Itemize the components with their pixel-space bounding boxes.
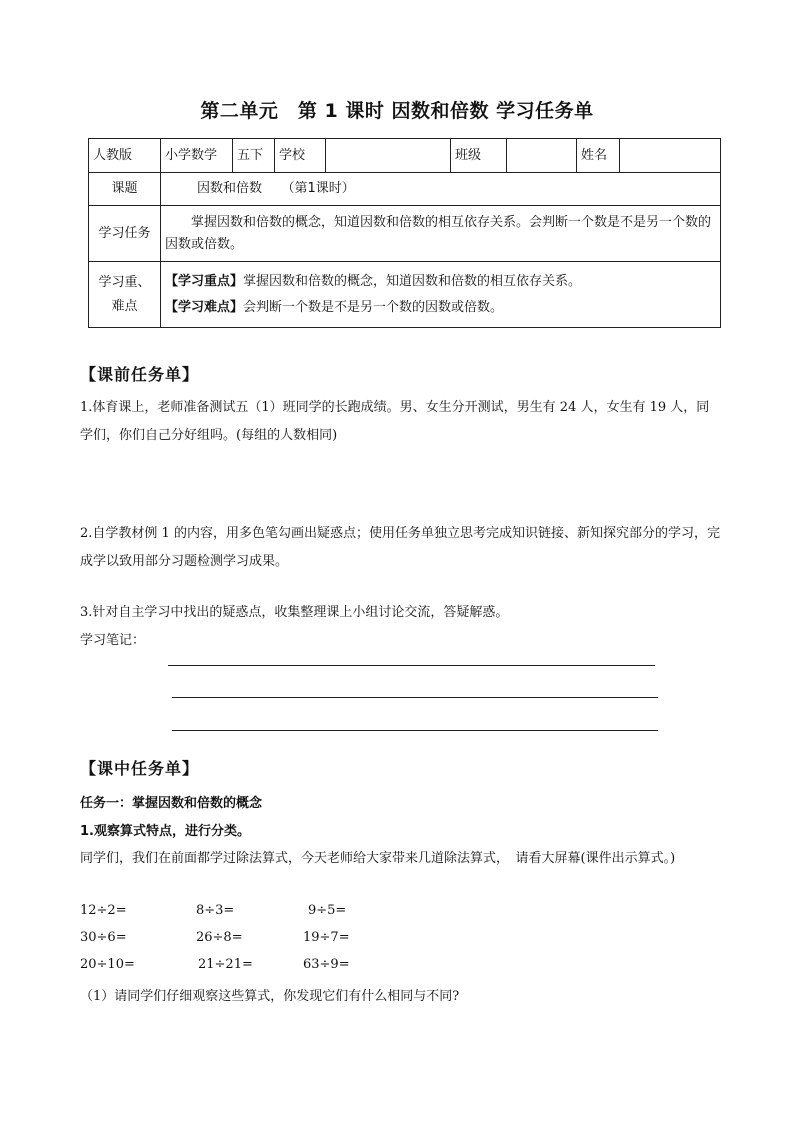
task-label: 学习任务 (89, 206, 161, 262)
equation: 9÷5= (308, 903, 347, 918)
name-field[interactable] (620, 139, 721, 173)
note-line-2[interactable] (172, 697, 658, 698)
difficulty-line (165, 295, 716, 321)
equation: 8÷3= (196, 903, 235, 918)
class-field[interactable] (507, 139, 577, 173)
topic-label: 课题 (89, 173, 161, 206)
pre-class-item-2: 2.自学教材例 1 的内容，用多色笔勾画出疑惑点；使用任务单独立思考完成知识链接、新知探究部分的学习，完成学以致用部分习题检测学习成果。 (80, 526, 720, 569)
key-point-text: 掌握因数和倍数的概念，知道因数和倍数的相互依存关系。 (243, 273, 582, 289)
note-line-1[interactable] (168, 665, 655, 666)
equation: 19÷7= (303, 930, 350, 945)
equation: 12÷2= (80, 903, 127, 918)
step1-title: 1.观察算式特点，进行分类。 (80, 824, 250, 839)
difficulty-text: 会判断一个数是不是另一个数的因数或倍数。 (243, 299, 504, 315)
school-field[interactable] (326, 139, 451, 173)
lesson-info-table (88, 138, 721, 328)
name-label: 姓名 (577, 139, 620, 173)
task-value: 掌握因数和倍数的概念，知道因数和倍数的相互依存关系。会判断一个数是不是另一个数的因数或倍数。 (161, 206, 721, 262)
keypoint-value (161, 262, 721, 328)
pre-class-item-1: 1.体育课上，老师准备测试五（1）班同学的长跑成绩。男、女生分开测试，男生有 24 人，女生有 19 人，同学们，你们自己分好组吗。(每组的人数相同) (80, 400, 710, 443)
task1-intro: 同学们，我们在前面都学过除法算式，今天老师给大家带来几道除法算式， 请看大屏幕(课件出示算式。) (80, 851, 676, 866)
note-line-3[interactable] (172, 730, 658, 731)
pre-class-item-3: 3.针对自主学习中找出的疑惑点，收集整理课上小组讨论交流，答疑解惑。 (80, 605, 509, 620)
difficulty-tag: 【学习难点】 (165, 299, 244, 315)
edition-cell: 人教版 (89, 139, 161, 173)
in-class-heading: 【课中任务单】 (80, 759, 200, 778)
subject-cell: 小学数学 (161, 139, 233, 173)
task1-title: 任务一：掌握因数和倍数的概念 (80, 796, 263, 811)
equation: 20÷10= (80, 957, 135, 972)
page-title: 第二单元 第 1 课时 因数和倍数 学习任务单 (200, 100, 594, 122)
grade-cell: 五下 (233, 139, 275, 173)
topic-value: 因数和倍数 （第1课时） (161, 173, 721, 206)
notes-label: 学习笔记： (80, 633, 146, 648)
equation: 26÷8= (196, 930, 243, 945)
pre-class-heading: 【课前任务单】 (80, 365, 200, 384)
keypoint-label: 学习重、难点 (89, 262, 161, 328)
equation: 63÷9= (303, 957, 350, 972)
key-point-line (165, 269, 716, 295)
key-point-tag: 【学习重点】 (165, 273, 244, 289)
equation: 21÷21= (198, 957, 253, 972)
equation: 30÷6= (80, 930, 127, 945)
question-1: （1）请同学们仔细观察这些算式，你发现它们有什么相同与不同? (80, 989, 460, 1004)
class-label: 班级 (451, 139, 507, 173)
school-label: 学校 (275, 139, 326, 173)
